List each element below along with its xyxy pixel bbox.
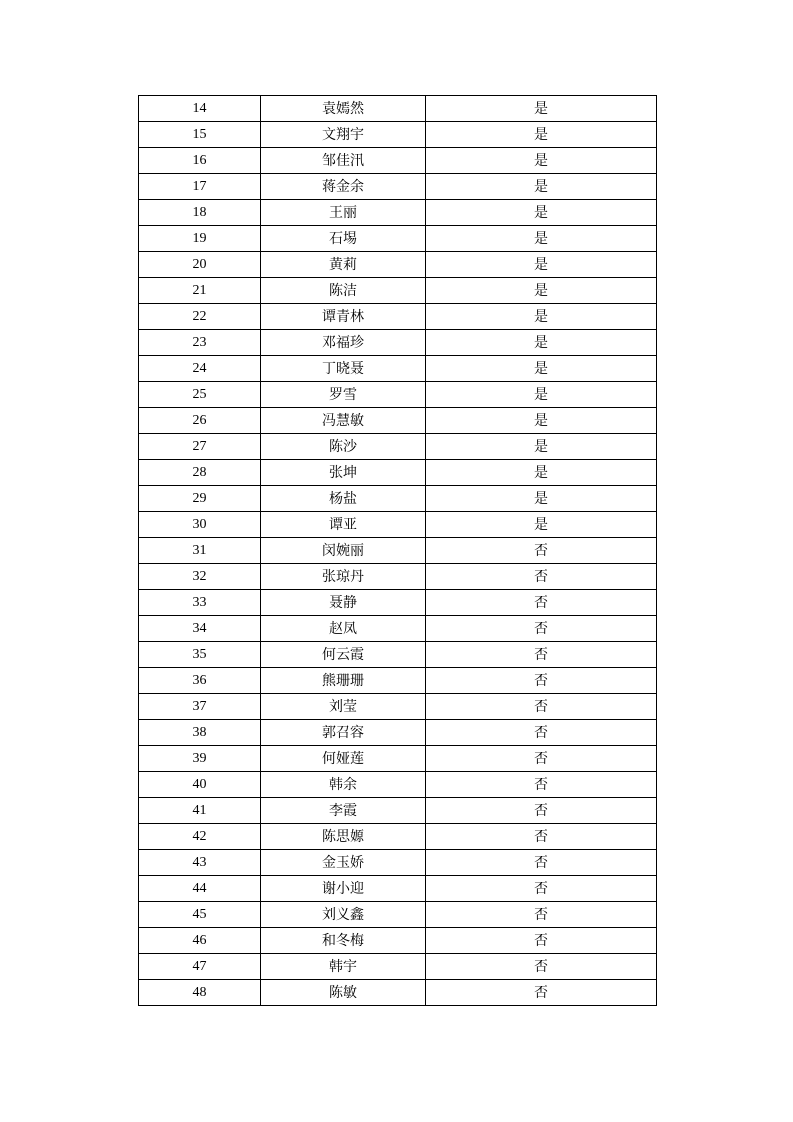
row-name: 金玉娇	[261, 850, 426, 876]
row-number: 17	[139, 174, 261, 200]
table-row	[139, 746, 657, 772]
table-row	[139, 642, 657, 668]
row-name: 熊珊珊	[261, 668, 426, 694]
row-flag: 否	[426, 850, 657, 876]
row-number: 16	[139, 148, 261, 174]
row-flag: 否	[426, 720, 657, 746]
table-row	[139, 460, 657, 486]
row-flag: 是	[426, 148, 657, 174]
table-row	[139, 330, 657, 356]
row-name: 张琼丹	[261, 564, 426, 590]
row-flag: 是	[426, 278, 657, 304]
row-flag: 否	[426, 564, 657, 590]
row-flag: 是	[426, 382, 657, 408]
row-name: 陈敏	[261, 980, 426, 1006]
row-flag: 否	[426, 538, 657, 564]
row-number: 45	[139, 902, 261, 928]
row-number: 47	[139, 954, 261, 980]
row-flag: 是	[426, 252, 657, 278]
row-name: 丁晓聂	[261, 356, 426, 382]
row-flag: 是	[426, 96, 657, 122]
row-flag: 否	[426, 590, 657, 616]
row-number: 44	[139, 876, 261, 902]
table-row	[139, 980, 657, 1006]
row-number: 33	[139, 590, 261, 616]
row-name: 聂静	[261, 590, 426, 616]
row-number: 22	[139, 304, 261, 330]
row-name: 黄莉	[261, 252, 426, 278]
table-row	[139, 928, 657, 954]
table-row	[139, 96, 657, 122]
row-flag: 否	[426, 616, 657, 642]
row-flag: 是	[426, 122, 657, 148]
row-flag: 是	[426, 460, 657, 486]
row-number: 26	[139, 408, 261, 434]
row-name: 何娅莲	[261, 746, 426, 772]
row-number: 21	[139, 278, 261, 304]
table-row	[139, 486, 657, 512]
row-name: 赵凤	[261, 616, 426, 642]
row-name: 陈思嫄	[261, 824, 426, 850]
row-flag: 否	[426, 980, 657, 1006]
row-number: 19	[139, 226, 261, 252]
row-number: 38	[139, 720, 261, 746]
row-flag: 否	[426, 642, 657, 668]
row-name: 谭青林	[261, 304, 426, 330]
row-name: 和冬梅	[261, 928, 426, 954]
row-number: 36	[139, 668, 261, 694]
row-name: 冯慧敏	[261, 408, 426, 434]
row-number: 31	[139, 538, 261, 564]
row-flag: 是	[426, 174, 657, 200]
row-flag: 否	[426, 668, 657, 694]
row-name: 韩宇	[261, 954, 426, 980]
row-name: 刘义鑫	[261, 902, 426, 928]
table-row	[139, 174, 657, 200]
row-name: 邹佳汛	[261, 148, 426, 174]
row-name: 王丽	[261, 200, 426, 226]
roster-table	[138, 95, 657, 1006]
table-row	[139, 564, 657, 590]
row-number: 29	[139, 486, 261, 512]
row-flag: 否	[426, 902, 657, 928]
row-name: 韩余	[261, 772, 426, 798]
row-number: 34	[139, 616, 261, 642]
row-flag: 否	[426, 876, 657, 902]
row-number: 20	[139, 252, 261, 278]
table-row	[139, 252, 657, 278]
table-row	[139, 720, 657, 746]
row-flag: 是	[426, 356, 657, 382]
row-name: 何云霞	[261, 642, 426, 668]
table-row	[139, 824, 657, 850]
row-name: 李霞	[261, 798, 426, 824]
row-flag: 是	[426, 330, 657, 356]
row-number: 35	[139, 642, 261, 668]
table-row	[139, 382, 657, 408]
row-number: 40	[139, 772, 261, 798]
table-row	[139, 694, 657, 720]
row-name: 杨盐	[261, 486, 426, 512]
row-number: 46	[139, 928, 261, 954]
row-number: 18	[139, 200, 261, 226]
row-name: 张坤	[261, 460, 426, 486]
row-number: 39	[139, 746, 261, 772]
table-row	[139, 304, 657, 330]
row-name: 陈沙	[261, 434, 426, 460]
row-name: 蒋金余	[261, 174, 426, 200]
row-flag: 是	[426, 434, 657, 460]
row-number: 28	[139, 460, 261, 486]
row-flag: 是	[426, 226, 657, 252]
row-flag: 是	[426, 512, 657, 538]
row-flag: 否	[426, 798, 657, 824]
table-row	[139, 200, 657, 226]
row-name: 谢小迎	[261, 876, 426, 902]
row-name: 袁嫣然	[261, 96, 426, 122]
table-row	[139, 850, 657, 876]
row-flag: 否	[426, 694, 657, 720]
row-number: 32	[139, 564, 261, 590]
row-number: 41	[139, 798, 261, 824]
table-row	[139, 408, 657, 434]
table-row	[139, 122, 657, 148]
table-row	[139, 538, 657, 564]
row-flag: 是	[426, 304, 657, 330]
row-name: 邓福珍	[261, 330, 426, 356]
row-name: 郭召容	[261, 720, 426, 746]
row-name: 罗雪	[261, 382, 426, 408]
row-number: 30	[139, 512, 261, 538]
row-name: 刘莹	[261, 694, 426, 720]
row-name: 陈洁	[261, 278, 426, 304]
table-row	[139, 434, 657, 460]
row-number: 23	[139, 330, 261, 356]
table-row	[139, 954, 657, 980]
table-row	[139, 278, 657, 304]
row-flag: 否	[426, 772, 657, 798]
row-name: 谭亚	[261, 512, 426, 538]
table-row	[139, 902, 657, 928]
table-row	[139, 668, 657, 694]
table-row	[139, 590, 657, 616]
table-row	[139, 772, 657, 798]
row-number: 24	[139, 356, 261, 382]
row-name: 石埸	[261, 226, 426, 252]
row-flag: 否	[426, 746, 657, 772]
row-number: 25	[139, 382, 261, 408]
row-flag: 是	[426, 486, 657, 512]
table-row	[139, 226, 657, 252]
row-flag: 否	[426, 824, 657, 850]
row-number: 14	[139, 96, 261, 122]
row-number: 42	[139, 824, 261, 850]
table-row	[139, 148, 657, 174]
row-flag: 否	[426, 928, 657, 954]
row-flag: 是	[426, 408, 657, 434]
row-name: 闵婉丽	[261, 538, 426, 564]
roster-table-body	[139, 96, 657, 1006]
row-name: 文翔宇	[261, 122, 426, 148]
row-number: 48	[139, 980, 261, 1006]
table-row	[139, 356, 657, 382]
row-number: 15	[139, 122, 261, 148]
row-number: 43	[139, 850, 261, 876]
table-row	[139, 876, 657, 902]
row-flag: 否	[426, 954, 657, 980]
table-row	[139, 616, 657, 642]
row-number: 27	[139, 434, 261, 460]
table-row	[139, 798, 657, 824]
table-row	[139, 512, 657, 538]
row-flag: 是	[426, 200, 657, 226]
row-number: 37	[139, 694, 261, 720]
